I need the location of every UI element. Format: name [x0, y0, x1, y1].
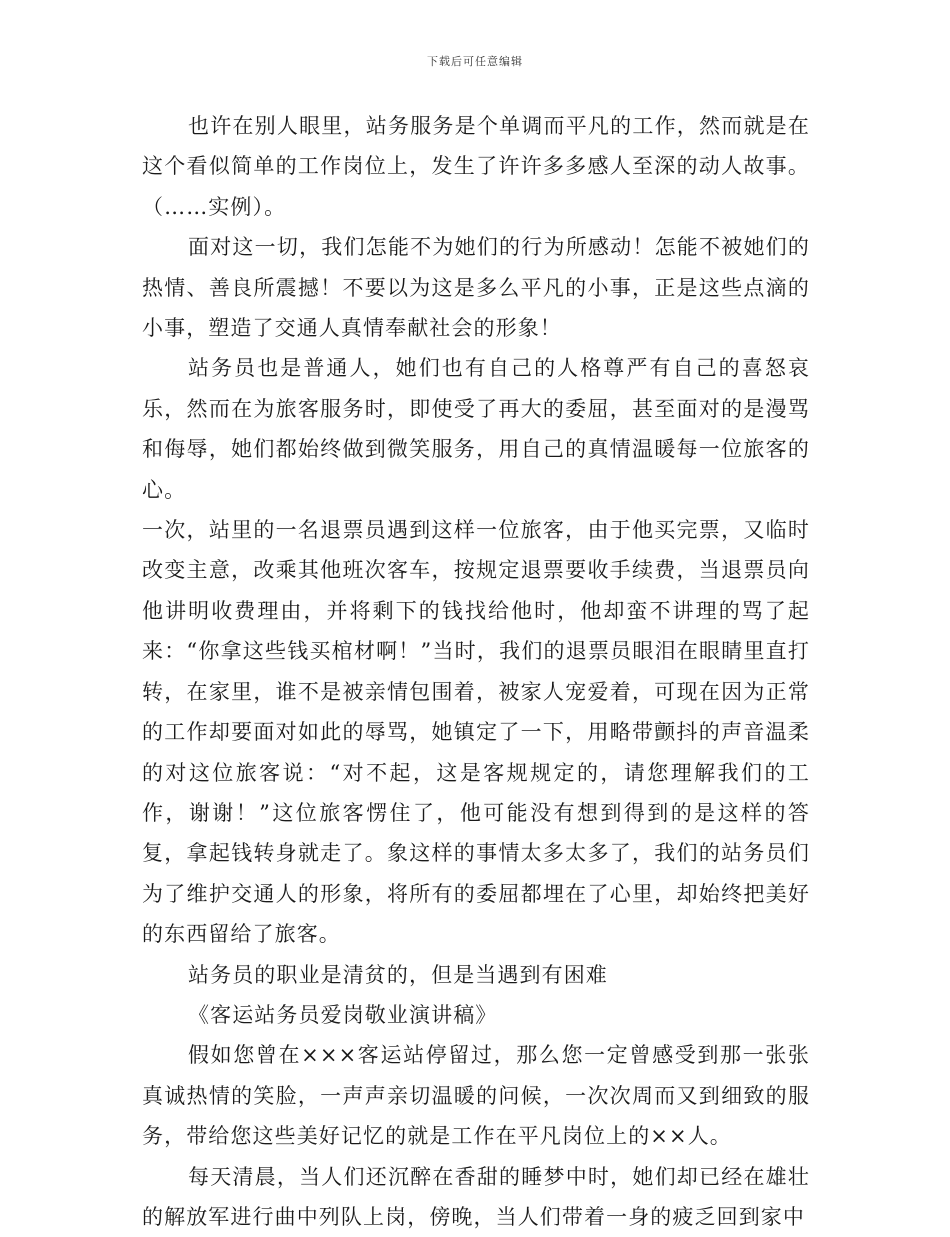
paragraph: 站务员的职业是清贫的，但是当遇到有困难	[188, 962, 608, 987]
paragraph: 也许在别人眼里，站务服务是个单调而平凡的工作，然而就是在这个看似简单的工作岗位上，发生了许许多多感人至深的动人故事。（……实例）。	[142, 114, 810, 219]
paragraph: 每天清晨，当人们还沉醉在香甜的睡梦中时，她们却已经在雄壮的解放军进行曲中列队上岗，傍晚，当人们带着一身的疲乏回到家中	[142, 1164, 810, 1229]
paragraph: 假如您曾在×××客运站停留过，那么您一定曾感受到那一张张真诚热情的笑脸，一声声亲切温暖的问候，一次次周而又到细致的服务，带给您这些美好记忆的就是工作在平凡岗位上的××人。	[142, 1043, 810, 1149]
paragraph: 面对这一切，我们怎能不为她们的行为所感动！怎能不被她们的热情、善良所震撼！不要以为这是多么平凡的小事，正是这些点滴的小事，塑造了交通人真情奉献社会的形象！	[142, 235, 810, 341]
section-title: 《客运站务员爱岗敬业演讲稿》	[188, 1002, 498, 1027]
paragraph: 一次，站里的一名退票员遇到这样一位旅客，由于他买完票，又临时改变主意，改乘其他班次客车，按规定退票要收手续费，当退票员向他讲明收费理由，并将剩下的钱找给他时，他却蛮不讲理的骂了起来：“你拿这些钱买棺材啊！”当时，我们的退票员眼泪在眼睛里直打转，在家里，谁不是被亲情包围着，被家人宠爱着，可现在因为正常的工作却要面对如此的辱骂，她镇定了一下，用略带颤抖的声音温柔的对这位旅客说：“对不起，这是客规规定的，请您理解我们的工作，谢谢！”这位旅客愣住了，他可能没有想到得到的是这样的答复，拿起钱转身就走了。象这样的事情太多太多了，我们的站务员们为了维护交通人的形象，将所有的委屈都埋在了心里，却始终把美好的东西留给了旅客。	[142, 518, 810, 947]
page-header-note: 下载后可任意编辑	[427, 55, 523, 68]
document-body	[142, 106, 810, 1237]
paragraph: 站务员也是普通人，她们也有自己的人格尊严有自己的喜怒哀乐，然而在为旅客服务时，即使受了再大的委屈，甚至面对的是漫骂和侮辱，她们都始终做到微笑服务，用自己的真情温暖每一位旅客的心。	[142, 356, 810, 502]
